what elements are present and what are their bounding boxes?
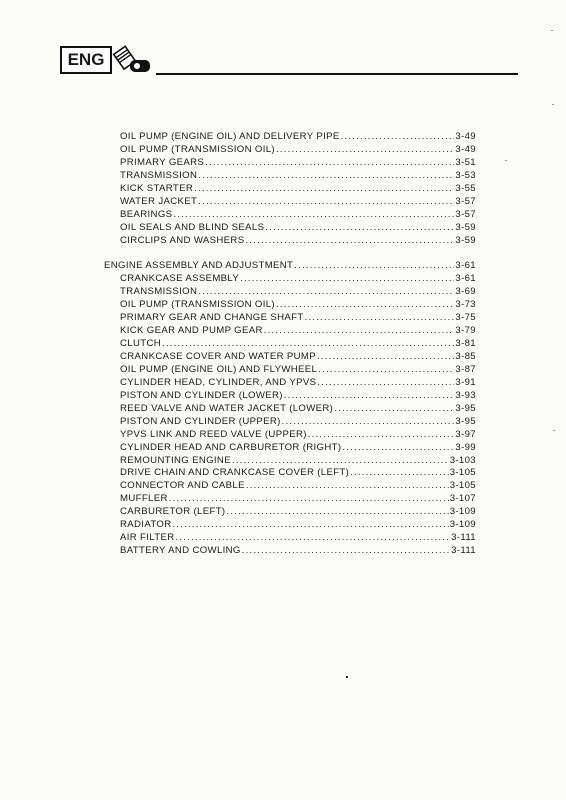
toc-entry-page: 3-81 xyxy=(455,338,476,350)
dot-leader xyxy=(162,338,454,351)
dot-leader xyxy=(317,377,454,390)
dot-leader xyxy=(242,545,450,558)
toc-entry-title: CRANKCASE ASSEMBLY xyxy=(120,273,240,285)
engine-icon xyxy=(112,44,154,76)
toc-entry-page: 3-57 xyxy=(455,195,476,207)
dot-leader xyxy=(245,235,454,248)
toc-entry[interactable] xyxy=(104,286,476,299)
toc-entry-page: 3-105 xyxy=(449,480,476,492)
toc-entry[interactable] xyxy=(104,325,476,338)
toc-entry[interactable] xyxy=(104,351,476,364)
dot-leader xyxy=(282,416,455,429)
toc-entry[interactable] xyxy=(104,416,476,429)
toc-entry-title: OIL SEALS AND BLIND SEALS xyxy=(120,221,265,233)
toc-entry-title: OIL PUMP (ENGINE OIL) AND FLYWHEEL xyxy=(120,363,318,375)
toc-entry[interactable] xyxy=(104,170,476,183)
toc-entry-title: MUFFLER xyxy=(120,493,168,505)
toc-entry-page: 3-53 xyxy=(455,169,476,181)
dot-leader xyxy=(308,429,455,442)
toc-entry-page: 3-111 xyxy=(451,532,476,544)
toc-entry-page: 3-93 xyxy=(455,389,476,401)
dot-leader xyxy=(198,286,454,299)
scan-speck xyxy=(346,676,348,678)
dot-leader xyxy=(169,493,449,506)
dot-leader xyxy=(284,390,455,403)
toc-entry[interactable] xyxy=(104,183,476,196)
toc-entry-page: 3-51 xyxy=(455,156,476,168)
dot-leader xyxy=(232,455,449,468)
toc-heading-title: ENGINE ASSEMBLY AND ADJUSTMENT xyxy=(104,260,294,272)
toc-heading-page: 3-61 xyxy=(455,260,476,272)
dot-leader xyxy=(276,144,454,157)
toc-entry-page: 3-69 xyxy=(455,286,476,298)
scan-speck xyxy=(552,104,554,105)
dot-leader xyxy=(294,260,454,273)
toc-entry-title: AIR FILTER xyxy=(120,532,175,544)
dot-leader xyxy=(198,170,454,183)
scan-speck xyxy=(505,160,507,161)
toc-entry-page: 3-109 xyxy=(449,506,476,518)
toc-group-disassembly xyxy=(104,131,476,247)
toc-entry-title: CIRCLIPS AND WASHERS xyxy=(120,234,245,246)
toc-entry[interactable] xyxy=(104,131,476,144)
dot-leader xyxy=(205,157,454,170)
toc-entry-page: 3-73 xyxy=(455,299,476,311)
dot-leader xyxy=(350,467,449,480)
toc-entry[interactable] xyxy=(104,455,476,468)
toc-entry-title: OIL PUMP (TRANSMISSION OIL) xyxy=(120,299,275,311)
toc-entry-page: 3-59 xyxy=(455,234,476,246)
section-tab-eng xyxy=(60,46,112,74)
dot-leader xyxy=(226,506,448,519)
toc-entry-title: CYLINDER HEAD, CYLINDER, AND YPVS xyxy=(120,376,317,388)
dot-leader xyxy=(317,351,454,364)
toc-entry-title: RADIATOR xyxy=(120,519,172,531)
toc-entry-page: 3-107 xyxy=(449,493,476,505)
toc-entry[interactable] xyxy=(104,467,476,480)
dot-leader xyxy=(342,442,454,455)
toc-entry[interactable] xyxy=(104,377,476,390)
toc-entry[interactable] xyxy=(104,235,476,248)
toc-entry-title: CLUTCH xyxy=(120,338,162,350)
toc-group-assembly xyxy=(104,273,476,558)
toc-entry[interactable] xyxy=(104,493,476,506)
dot-leader xyxy=(194,183,454,196)
dot-leader xyxy=(318,364,454,377)
toc-entry[interactable] xyxy=(104,364,476,377)
header-rule xyxy=(156,73,518,75)
toc-entry-page: 3-103 xyxy=(449,454,476,466)
toc-entry[interactable] xyxy=(104,403,476,416)
toc-entry[interactable] xyxy=(104,338,476,351)
toc-entry-page: 3-79 xyxy=(455,325,476,337)
toc-entry[interactable] xyxy=(104,144,476,157)
toc-entry-page: 3-55 xyxy=(455,182,476,194)
scan-speck xyxy=(553,430,555,431)
toc-entry-title: CARBURETOR (LEFT) xyxy=(120,506,226,518)
toc-entry-page: 3-109 xyxy=(449,519,476,531)
dot-leader xyxy=(176,532,451,545)
toc-entry-title: BEARINGS xyxy=(120,208,173,220)
toc-entry-page: 3-85 xyxy=(455,351,476,362)
toc-entry-title: PRIMARY GEARS xyxy=(120,156,205,168)
dot-leader xyxy=(265,222,454,235)
toc-entry[interactable] xyxy=(104,480,476,493)
dot-leader xyxy=(264,325,455,338)
toc-entry-title: PISTON AND CYLINDER (UPPER) xyxy=(120,415,281,427)
toc-entry-title: BATTERY AND COWLING xyxy=(120,545,241,557)
dot-leader xyxy=(240,273,454,286)
table-of-contents xyxy=(104,131,476,558)
toc-entry-page: 3-59 xyxy=(455,221,476,233)
toc-entry-title: TRANSMISSION xyxy=(120,286,198,298)
toc-entry-title: KICK GEAR AND PUMP GEAR xyxy=(120,325,263,337)
toc-entry-page: 3-111 xyxy=(451,545,476,557)
section-label: ENG xyxy=(67,50,105,69)
toc-entry[interactable] xyxy=(104,532,476,545)
dot-leader xyxy=(276,299,454,312)
toc-heading-engine-assembly[interactable] xyxy=(104,260,476,273)
toc-entry-page: 3-97 xyxy=(455,428,476,440)
toc-entry-page: 3-87 xyxy=(455,363,476,375)
toc-entry-title: REED VALVE AND WATER JACKET (LOWER) xyxy=(120,402,334,414)
toc-entry[interactable] xyxy=(104,312,476,325)
toc-entry-title: CONNECTOR AND CABLE xyxy=(120,480,245,492)
toc-entry[interactable] xyxy=(104,196,476,209)
toc-entry[interactable] xyxy=(104,299,476,312)
toc-entry-page: 3-91 xyxy=(455,376,476,388)
toc-entry[interactable] xyxy=(104,222,476,235)
toc-entry-page: 3-49 xyxy=(455,131,476,142)
toc-entry[interactable] xyxy=(104,429,476,442)
toc-entry-title: PISTON AND CYLINDER (LOWER) xyxy=(120,389,283,401)
toc-entry[interactable] xyxy=(104,442,476,455)
toc-entry-page: 3-95 xyxy=(455,402,476,414)
toc-entry-title: YPVS LINK AND REED VALVE (UPPER) xyxy=(120,428,307,440)
toc-entry-title: TRANSMISSION xyxy=(120,169,198,181)
toc-entry-page: 3-57 xyxy=(455,208,476,220)
dot-leader xyxy=(173,209,454,222)
dot-leader xyxy=(305,312,455,325)
dot-leader xyxy=(173,519,449,532)
toc-entry[interactable] xyxy=(104,545,476,558)
toc-entry[interactable] xyxy=(104,390,476,403)
toc-entry[interactable] xyxy=(104,273,476,286)
toc-entry-page: 3-75 xyxy=(455,312,476,324)
toc-entry-page: 3-99 xyxy=(455,441,476,453)
toc-entry-title: CRANKCASE COVER AND WATER PUMP xyxy=(120,351,317,362)
dot-leader xyxy=(341,131,455,144)
toc-entry-title: DRIVE CHAIN AND CRANKCASE COVER (LEFT) xyxy=(120,467,350,479)
toc-entry-title: REMOUNTING ENGINE xyxy=(120,454,231,466)
toc-entry-title: OIL PUMP (ENGINE OIL) AND DELIVERY PIPE xyxy=(120,131,340,142)
toc-entry-page: 3-61 xyxy=(455,273,476,285)
toc-entry-page: 3-49 xyxy=(455,143,476,155)
toc-entry[interactable] xyxy=(104,157,476,170)
toc-entry-title: KICK STARTER xyxy=(120,182,194,194)
toc-entry[interactable] xyxy=(104,209,476,222)
toc-entry[interactable] xyxy=(104,519,476,532)
toc-entry-page: 3-105 xyxy=(449,467,476,479)
dot-leader xyxy=(246,480,449,493)
toc-entry[interactable] xyxy=(104,506,476,519)
toc-entry-title: CYLINDER HEAD AND CARBURETOR (RIGHT) xyxy=(120,441,342,453)
toc-entry-page: 3-95 xyxy=(455,415,476,427)
toc-entry-title: PRIMARY GEAR AND CHANGE SHAFT xyxy=(120,312,304,324)
scan-speck xyxy=(551,30,553,31)
dot-leader xyxy=(334,403,454,416)
dot-leader xyxy=(198,196,454,209)
toc-entry-title: WATER JACKET xyxy=(120,195,198,207)
toc-entry-title: OIL PUMP (TRANSMISSION OIL) xyxy=(120,143,275,155)
